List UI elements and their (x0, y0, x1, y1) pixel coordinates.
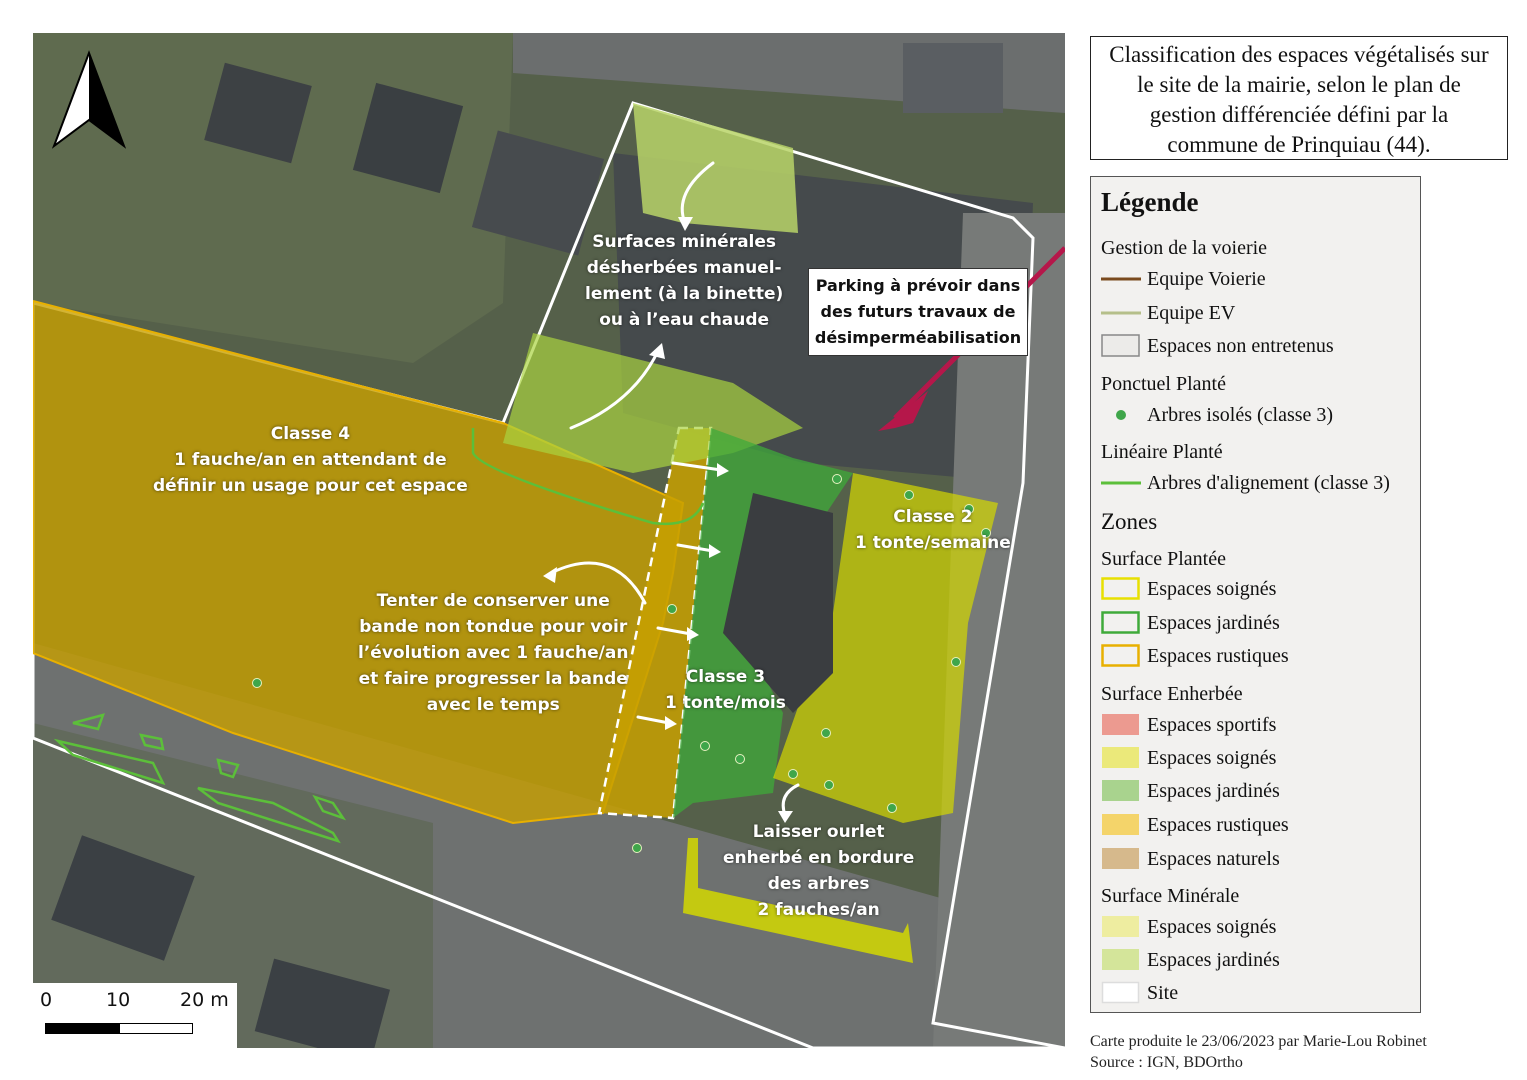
legend-group-plantee: Surface Plantée (1101, 548, 1226, 570)
tree-point (905, 491, 914, 500)
annotation-classe2: Classe 2 1 tonte/semaine (855, 507, 1011, 553)
parking-line: des futurs travaux de (820, 302, 1016, 321)
legend-line-symbol (1101, 471, 1141, 495)
title-line: commune de Prinquiau (44). (1167, 132, 1431, 157)
legend-point-symbol (1101, 403, 1141, 427)
annotation-mineral: Surfaces minérales désherbées manuel- lement (à la binette) ou à l’eau chaude (585, 232, 784, 330)
legend-fill-symbol (1101, 334, 1141, 358)
legend-item-arbres-isoles: Arbres isolés (classe 3) (1147, 404, 1334, 426)
legend-fill-symbol (1101, 948, 1141, 972)
legend-item-plantee-jardines: Espaces jardinés (1147, 612, 1280, 634)
map-title-box (1090, 36, 1508, 160)
legend-item-enherbee-jardines: Espaces jardinés (1147, 780, 1280, 802)
tree-point (633, 844, 642, 853)
legend-item-non-entretenus: Espaces non entretenus (1147, 335, 1334, 357)
title-line: le site de la mairie, selon le plan de (1137, 72, 1461, 97)
legend-item-enherbee-sportifs: Espaces sportifs (1147, 714, 1277, 736)
legend-item-equipe-voierie: Equipe Voierie (1147, 268, 1266, 290)
annotation-bande: Tenter de conserver une bande non tondue pour voir l’évolution avec 1 fauche/an et faire progresser la bande avec le temps (358, 591, 629, 715)
credit-source: Source : IGN, BDOrtho (1090, 1054, 1243, 1071)
legend-outline-symbol (1101, 611, 1141, 635)
tree-point (825, 781, 834, 790)
parking-callout (808, 268, 1028, 356)
tree-point (736, 755, 745, 764)
legend-item-enherbee-naturels: Espaces naturels (1147, 848, 1280, 870)
tree-point (789, 770, 798, 779)
legend-item-arbres-alignement: Arbres d'alignement (classe 3) (1147, 472, 1390, 494)
legend-group-zones: Zones (1101, 509, 1158, 534)
scale-segment-white (119, 1023, 193, 1034)
legend-item-equipe-ev: Equipe EV (1147, 302, 1236, 324)
legend-item-plantee-rustiques: Espaces rustiques (1147, 645, 1289, 667)
legend-fill-symbol (1101, 746, 1141, 770)
legend-fill-symbol (1101, 779, 1141, 803)
annotation-classe4: Classe 4 1 fauche/an en attendant de définir un usage pour cet espace (153, 424, 468, 496)
legend-outline-symbol (1101, 981, 1141, 1005)
legend-outline-symbol (1101, 644, 1141, 668)
parking-line: désimperméabilisation (814, 328, 1022, 347)
scale-label-10: 10 (106, 989, 131, 1011)
legend-item-enherbee-soignes: Espaces soignés (1147, 747, 1277, 769)
tree-point (888, 804, 897, 813)
legend-title: Légende (1101, 187, 1199, 217)
aerial-house (903, 43, 1003, 113)
tree-point (253, 679, 262, 688)
legend-fill-symbol (1101, 813, 1141, 837)
legend-item-minerale-jardines: Espaces jardinés (1147, 949, 1280, 971)
legend-group-voirie: Gestion de la voierie (1101, 237, 1268, 259)
legend-group-lineaire: Linéaire Planté (1101, 441, 1223, 463)
legend-group-minerale: Surface Minérale (1101, 885, 1240, 907)
tree-point (701, 742, 710, 751)
legend-fill-symbol (1101, 847, 1141, 871)
legend-outline-symbol (1101, 577, 1141, 601)
tree-point (952, 658, 961, 667)
legend (1090, 176, 1421, 1013)
legend-group-enherbee: Surface Enherbée (1101, 683, 1243, 705)
legend-item-enherbee-rustiques: Espaces rustiques (1147, 814, 1289, 836)
legend-item-minerale-soignes: Espaces soignés (1147, 916, 1277, 938)
parking-line: Parking à prévoir dans (815, 276, 1021, 295)
map-frame (33, 33, 1065, 1048)
legend-item-site: Site (1147, 982, 1179, 1004)
north-arrow-icon (52, 50, 126, 150)
scale-label-0: 0 (40, 989, 53, 1011)
tree-point (668, 605, 677, 614)
legend-fill-symbol (1101, 713, 1141, 737)
tree-point (833, 475, 842, 484)
scale-bar (33, 983, 237, 1048)
legend-fill-symbol (1101, 915, 1141, 939)
scale-label-20: 20 m (180, 989, 229, 1011)
legend-group-ponctuel: Ponctuel Planté (1101, 373, 1226, 395)
legend-line-symbol (1101, 267, 1141, 291)
title-line: gestion différenciée défini par la (1149, 102, 1449, 127)
annotation-ourlet: Laisser ourlet enherbé en bordure des arbres 2 fauches/an (723, 822, 915, 920)
legend-item-plantee-soignes: Espaces soignés (1147, 578, 1277, 600)
annotation-classe3: Classe 3 1 tonte/mois (665, 667, 786, 713)
title-line: Classification des espaces végétalisés sur (1109, 42, 1489, 67)
credit-author: Carte produite le 23/06/2023 par Marie-Lou Robinet (1090, 1033, 1427, 1050)
scale-segment-black (45, 1023, 120, 1034)
legend-line-symbol (1101, 301, 1141, 325)
tree-point (822, 729, 831, 738)
